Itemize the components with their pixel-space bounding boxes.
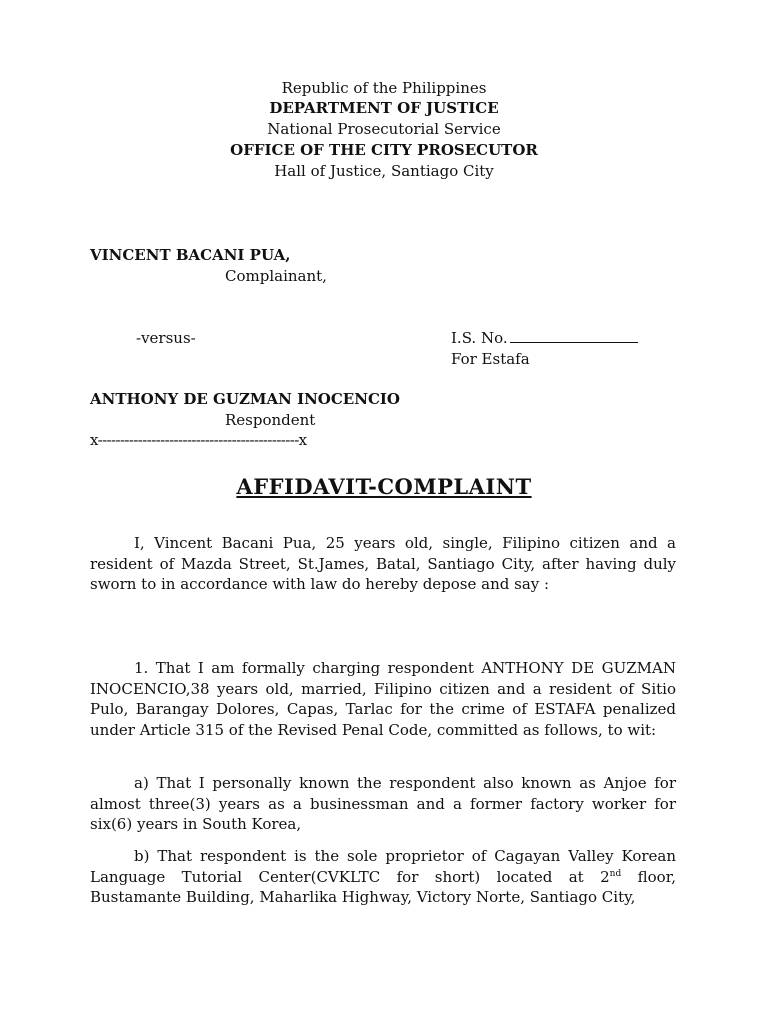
case-number xyxy=(451,328,638,348)
paragraph-b-text-start: b) That respondent is the sole proprietor of Cagayan Valley Korean Language Tutorial Center(CVKLTC for short) located at 2 xyxy=(90,847,676,886)
header-location: Hall of Justice, Santiago City xyxy=(274,162,494,180)
case-number-blank xyxy=(510,328,638,343)
caption-separator: x---------------------------------------------x xyxy=(90,431,307,449)
versus-label: -versus- xyxy=(136,329,196,347)
header-republic: Republic of the Philippines xyxy=(281,79,487,97)
complainant-role: Complainant, xyxy=(225,267,327,285)
complainant-name: VINCENT BACANI PUA, xyxy=(90,246,291,264)
header-service: National Prosecutorial Service xyxy=(267,120,501,138)
paragraph-b xyxy=(90,846,676,908)
paragraph-b-text-end: floor, Bustamante Building, Maharlika Highway, Victory Norte, Santiago City, xyxy=(90,867,677,906)
document-title: AFFIDAVIT-COMPLAINT xyxy=(236,474,532,499)
case-type: For Estafa xyxy=(451,350,530,368)
intro-paragraph: I, Vincent Bacani Pua, 25 years old, single, Filipino citizen and a resident of Mazda Street, St.James, Batal, Santiago City, after having duly sworn to in accordance with law do hereby depose and say : xyxy=(90,534,676,593)
paragraph-a: a) That I personally known the respondent also known as Anjoe for almost three(3) years as a businessman and a former factory worker for six(6) years in South Korea, xyxy=(90,774,676,833)
respondent-name: ANTHONY DE GUZMAN INOCENCIO xyxy=(90,390,400,408)
paragraph-1: 1. That I am formally charging respondent ANTHONY DE GUZMAN INOCENCIO,38 years old, married, Filipino citizen and a resident of Sitio Pulo, Barangay Dolores, Capas, Tarlac for the crime of ESTAFA penalized under Article 315 of the Revised Penal Code, committed as follows, to wit: xyxy=(90,659,676,739)
case-number-label: I.S. No. xyxy=(451,329,508,347)
header-department: DEPARTMENT OF JUSTICE xyxy=(269,99,499,117)
header-office: OFFICE OF THE CITY PROSECUTOR xyxy=(230,141,538,159)
respondent-role: Respondent xyxy=(225,411,316,429)
paragraph-b-ordinal: nd xyxy=(609,868,622,879)
